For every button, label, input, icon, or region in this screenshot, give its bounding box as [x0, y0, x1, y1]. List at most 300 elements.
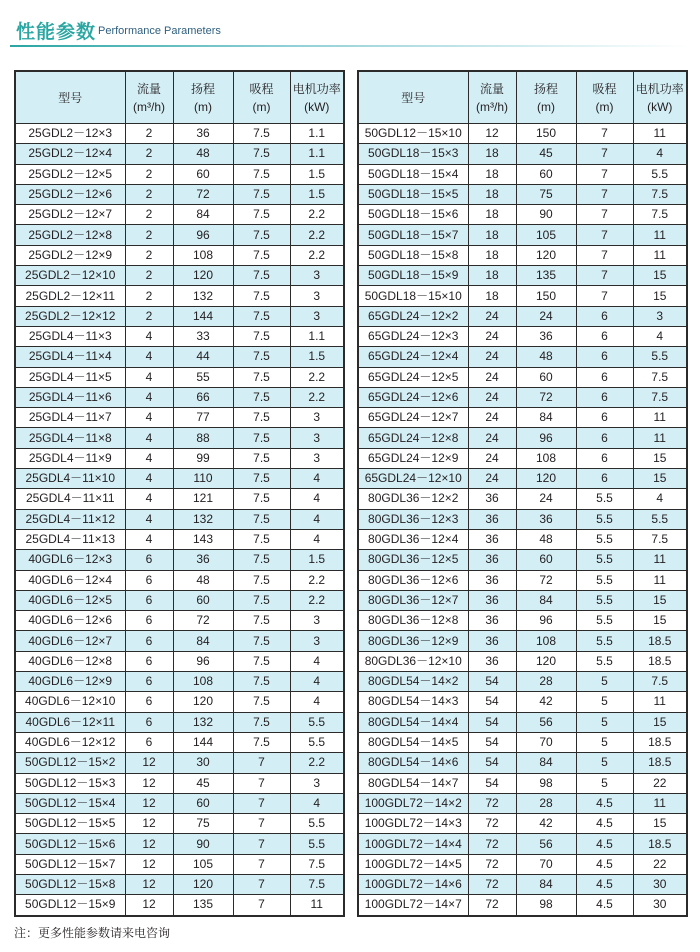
model-cell: 25GDL2－12×4: [15, 144, 125, 164]
model-cell: 25GDL4－11×4: [15, 347, 125, 367]
flow-cell: 4: [125, 448, 173, 468]
table-row: [15, 692, 344, 712]
suction-cell: 7.5: [233, 611, 290, 631]
flow-cell: 6: [125, 550, 173, 570]
flow-cell: 36: [468, 631, 516, 651]
flow-cell: 24: [468, 367, 516, 387]
section-subtitle: Performance Parameters: [98, 25, 221, 37]
footer-note: 注：更多性能参数请来电咨询: [14, 926, 171, 940]
table-row: [15, 245, 344, 265]
table-row: [358, 874, 687, 894]
suction-cell: 4.5: [576, 854, 633, 874]
table-row: [15, 306, 344, 326]
head-cell: 90: [516, 205, 576, 225]
table-row: [15, 631, 344, 651]
head-cell: 96: [516, 428, 576, 448]
head-cell: 120: [516, 245, 576, 265]
flow-cell: 18: [468, 144, 516, 164]
flow-cell: 18: [468, 245, 516, 265]
power-cell: 5.5: [633, 509, 687, 529]
suction-cell: 7.5: [233, 712, 290, 732]
table-row: [15, 550, 344, 570]
power-cell: 18.5: [633, 631, 687, 651]
model-cell: 100GDL72－14×7: [358, 895, 468, 916]
power-cell: 11: [633, 570, 687, 590]
table-row: [358, 793, 687, 813]
table-row: [15, 874, 344, 894]
flow-cell: 54: [468, 692, 516, 712]
head-cell: 72: [173, 611, 233, 631]
table-row: [358, 387, 687, 407]
power-cell: 4: [290, 793, 344, 813]
head-cell: 132: [173, 509, 233, 529]
table-row: [15, 651, 344, 671]
head-cell: 60: [173, 164, 233, 184]
suction-cell: 4.5: [576, 814, 633, 834]
suction-cell: 7.5: [233, 631, 290, 651]
model-cell: 50GDL18－15×10: [358, 286, 468, 306]
head-cell: 90: [173, 834, 233, 854]
power-cell: 15: [633, 611, 687, 631]
table-row: [15, 164, 344, 184]
flow-cell: 24: [468, 387, 516, 407]
col-power-header: 电机功率 (kW): [290, 71, 344, 124]
suction-cell: 7.5: [233, 144, 290, 164]
flow-cell: 36: [468, 509, 516, 529]
flow-cell: 2: [125, 144, 173, 164]
model-cell: 40GDL6－12×7: [15, 631, 125, 651]
model-cell: 80GDL54－14×3: [358, 692, 468, 712]
flow-cell: 24: [468, 408, 516, 428]
model-cell: 50GDL12－15×9: [15, 895, 125, 916]
flow-cell: 12: [125, 753, 173, 773]
model-cell: 80GDL54－14×4: [358, 712, 468, 732]
flow-cell: 54: [468, 712, 516, 732]
table-row: [15, 590, 344, 610]
table-row: [358, 266, 687, 286]
model-cell: 65GDL24－12×4: [358, 347, 468, 367]
suction-cell: 7.5: [233, 732, 290, 752]
power-cell: 7.5: [633, 205, 687, 225]
flow-cell: 6: [125, 712, 173, 732]
power-cell: 3: [290, 631, 344, 651]
head-cell: 96: [173, 651, 233, 671]
flow-cell: 72: [468, 895, 516, 916]
head-cell: 120: [173, 874, 233, 894]
model-cell: 25GDL4－11×11: [15, 489, 125, 509]
suction-cell: 7: [576, 266, 633, 286]
suction-cell: 5.5: [576, 529, 633, 549]
model-cell: 40GDL6－12×4: [15, 570, 125, 590]
model-cell: 80GDL36－12×2: [358, 489, 468, 509]
power-cell: 1.5: [290, 164, 344, 184]
power-cell: 11: [290, 895, 344, 916]
flow-cell: 12: [125, 793, 173, 813]
power-cell: 4: [290, 469, 344, 489]
model-cell: 40GDL6－12×6: [15, 611, 125, 631]
power-cell: 3: [290, 448, 344, 468]
model-cell: 25GDL4－11×12: [15, 509, 125, 529]
model-cell: 25GDL2－12×11: [15, 286, 125, 306]
model-cell: 25GDL4－11×5: [15, 367, 125, 387]
power-cell: 5.5: [633, 164, 687, 184]
table-row: [358, 245, 687, 265]
suction-cell: 5.5: [576, 651, 633, 671]
head-cell: 77: [173, 408, 233, 428]
col-suction-header: 吸程 (m): [233, 71, 290, 124]
suction-cell: 4.5: [576, 793, 633, 813]
suction-cell: 7.5: [233, 347, 290, 367]
suction-cell: 7.5: [233, 509, 290, 529]
flow-cell: 4: [125, 489, 173, 509]
head-cell: 60: [173, 590, 233, 610]
head-cell: 56: [516, 712, 576, 732]
head-cell: 88: [173, 428, 233, 448]
power-cell: 15: [633, 469, 687, 489]
table-row: [358, 570, 687, 590]
power-cell: 15: [633, 814, 687, 834]
flow-cell: 4: [125, 387, 173, 407]
performance-table-right: [357, 70, 688, 917]
model-cell: 65GDL24－12×2: [358, 306, 468, 326]
table-row: [358, 205, 687, 225]
power-cell: 5.5: [633, 347, 687, 367]
flow-cell: 36: [468, 611, 516, 631]
head-cell: 28: [516, 672, 576, 692]
head-cell: 24: [516, 306, 576, 326]
model-cell: 100GDL72－14×4: [358, 834, 468, 854]
table-row: [358, 306, 687, 326]
head-cell: 48: [173, 570, 233, 590]
power-cell: 7.5: [633, 672, 687, 692]
head-cell: 36: [516, 509, 576, 529]
power-cell: 15: [633, 448, 687, 468]
head-cell: 120: [516, 469, 576, 489]
head-cell: 96: [516, 611, 576, 631]
model-cell: 80GDL36－12×10: [358, 651, 468, 671]
model-cell: 100GDL72－14×6: [358, 874, 468, 894]
head-cell: 144: [173, 306, 233, 326]
model-cell: 50GDL12－15×10: [358, 124, 468, 144]
model-cell: 50GDL12－15×7: [15, 854, 125, 874]
suction-cell: 4.5: [576, 834, 633, 854]
power-cell: 15: [633, 590, 687, 610]
head-cell: 36: [173, 550, 233, 570]
power-cell: 5.5: [290, 834, 344, 854]
suction-cell: 5: [576, 692, 633, 712]
power-cell: 3: [290, 773, 344, 793]
flow-cell: 4: [125, 469, 173, 489]
power-cell: 7.5: [633, 184, 687, 204]
suction-cell: 5: [576, 712, 633, 732]
power-cell: 11: [633, 225, 687, 245]
flow-cell: 72: [468, 854, 516, 874]
table-header-row: [358, 71, 687, 124]
table-row: [358, 712, 687, 732]
suction-cell: 5.5: [576, 570, 633, 590]
table-row: [358, 428, 687, 448]
suction-cell: 4.5: [576, 895, 633, 916]
head-cell: 60: [516, 367, 576, 387]
power-cell: 7.5: [633, 367, 687, 387]
table-row: [358, 854, 687, 874]
model-cell: 25GDL4－11×9: [15, 448, 125, 468]
suction-cell: 7.5: [233, 469, 290, 489]
power-cell: 22: [633, 854, 687, 874]
head-cell: 75: [516, 184, 576, 204]
model-cell: 50GDL12－15×8: [15, 874, 125, 894]
head-cell: 110: [173, 469, 233, 489]
suction-cell: 5: [576, 773, 633, 793]
suction-cell: 6: [576, 387, 633, 407]
suction-cell: 7: [233, 773, 290, 793]
flow-cell: 72: [468, 814, 516, 834]
suction-cell: 7: [576, 245, 633, 265]
table-row: [358, 124, 687, 144]
head-cell: 72: [516, 387, 576, 407]
model-cell: 50GDL18－15×6: [358, 205, 468, 225]
flow-cell: 36: [468, 590, 516, 610]
table-row: [15, 286, 344, 306]
table-row: [15, 611, 344, 631]
col-flow-header: 流量 (m³/h): [468, 71, 516, 124]
flow-cell: 2: [125, 306, 173, 326]
table-row: [358, 408, 687, 428]
header-divider: [10, 45, 690, 47]
model-cell: 40GDL6－12×8: [15, 651, 125, 671]
table-row: [358, 164, 687, 184]
power-cell: 22: [633, 773, 687, 793]
model-cell: 80GDL54－14×2: [358, 672, 468, 692]
table-row: [15, 895, 344, 916]
model-cell: 40GDL6－12×10: [15, 692, 125, 712]
table-row: [358, 489, 687, 509]
col-head-header: 扬程 (m): [173, 71, 233, 124]
table-row: [358, 692, 687, 712]
model-cell: 25GDL2－12×6: [15, 184, 125, 204]
head-cell: 60: [516, 164, 576, 184]
suction-cell: 7: [233, 814, 290, 834]
flow-cell: 18: [468, 205, 516, 225]
power-cell: 11: [633, 428, 687, 448]
head-cell: 150: [516, 286, 576, 306]
power-cell: 1.5: [290, 347, 344, 367]
table-row: [358, 326, 687, 346]
model-cell: 50GDL18－15×4: [358, 164, 468, 184]
suction-cell: 7.5: [233, 164, 290, 184]
suction-cell: 7.5: [233, 672, 290, 692]
performance-table-left: [14, 70, 345, 917]
table-row: [358, 631, 687, 651]
power-cell: 3: [290, 306, 344, 326]
head-cell: 105: [516, 225, 576, 245]
table-row: [358, 367, 687, 387]
flow-cell: 72: [468, 793, 516, 813]
head-cell: 84: [516, 408, 576, 428]
head-cell: 108: [516, 448, 576, 468]
power-cell: 3: [633, 306, 687, 326]
model-cell: 65GDL24－12×6: [358, 387, 468, 407]
power-cell: 11: [633, 550, 687, 570]
flow-cell: 54: [468, 672, 516, 692]
table-row: [15, 124, 344, 144]
model-cell: 80GDL54－14×6: [358, 753, 468, 773]
suction-cell: 7: [233, 834, 290, 854]
flow-cell: 4: [125, 347, 173, 367]
table-row: [358, 590, 687, 610]
power-cell: 4: [290, 651, 344, 671]
power-cell: 2.2: [290, 367, 344, 387]
head-cell: 84: [516, 590, 576, 610]
power-cell: 15: [633, 712, 687, 732]
table-row: [358, 286, 687, 306]
head-cell: 98: [516, 773, 576, 793]
table-row: [15, 144, 344, 164]
power-cell: 4: [633, 489, 687, 509]
flow-cell: 24: [468, 347, 516, 367]
suction-cell: 7.5: [233, 387, 290, 407]
flow-cell: 4: [125, 428, 173, 448]
model-cell: 25GDL2－12×10: [15, 266, 125, 286]
suction-cell: 6: [576, 408, 633, 428]
flow-cell: 4: [125, 367, 173, 387]
head-cell: 121: [173, 489, 233, 509]
suction-cell: 7.5: [233, 286, 290, 306]
suction-cell: 7.5: [233, 124, 290, 144]
suction-cell: 5: [576, 732, 633, 752]
suction-cell: 7: [576, 164, 633, 184]
suction-cell: 6: [576, 428, 633, 448]
power-cell: 7.5: [633, 387, 687, 407]
power-cell: 15: [633, 266, 687, 286]
suction-cell: 6: [576, 347, 633, 367]
suction-cell: 4.5: [576, 874, 633, 894]
flow-cell: 72: [468, 834, 516, 854]
power-cell: 5.5: [290, 814, 344, 834]
power-cell: 2.2: [290, 570, 344, 590]
flow-cell: 18: [468, 286, 516, 306]
suction-cell: 7.5: [233, 306, 290, 326]
suction-cell: 7: [233, 854, 290, 874]
suction-cell: 7: [576, 225, 633, 245]
head-cell: 96: [173, 225, 233, 245]
flow-cell: 18: [468, 184, 516, 204]
flow-cell: 2: [125, 266, 173, 286]
model-cell: 50GDL18－15×7: [358, 225, 468, 245]
head-cell: 44: [173, 347, 233, 367]
model-cell: 25GDL2－12×5: [15, 164, 125, 184]
head-cell: 84: [516, 753, 576, 773]
suction-cell: 7: [576, 205, 633, 225]
model-cell: 65GDL24－12×7: [358, 408, 468, 428]
table-row: [15, 448, 344, 468]
head-cell: 48: [516, 529, 576, 549]
power-cell: 4: [290, 509, 344, 529]
power-cell: 7.5: [290, 854, 344, 874]
suction-cell: 7: [576, 124, 633, 144]
suction-cell: 7: [233, 895, 290, 916]
table-row: [358, 834, 687, 854]
power-cell: 4: [633, 144, 687, 164]
head-cell: 24: [516, 489, 576, 509]
table-row: [15, 205, 344, 225]
flow-cell: 6: [125, 692, 173, 712]
suction-cell: 7.5: [233, 651, 290, 671]
table-row: [15, 753, 344, 773]
power-cell: 2.2: [290, 225, 344, 245]
model-cell: 65GDL24－12×9: [358, 448, 468, 468]
flow-cell: 12: [125, 895, 173, 916]
power-cell: 1.1: [290, 326, 344, 346]
suction-cell: 7.5: [233, 692, 290, 712]
power-cell: 3: [290, 266, 344, 286]
flow-cell: 24: [468, 326, 516, 346]
head-cell: 75: [173, 814, 233, 834]
flow-cell: 24: [468, 306, 516, 326]
power-cell: 3: [290, 428, 344, 448]
suction-cell: 5: [576, 753, 633, 773]
flow-cell: 6: [125, 732, 173, 752]
suction-cell: 6: [576, 326, 633, 346]
model-cell: 80GDL36－12×7: [358, 590, 468, 610]
head-cell: 36: [173, 124, 233, 144]
col-model-header: 型号: [15, 71, 125, 124]
head-cell: 120: [173, 266, 233, 286]
flow-cell: 2: [125, 205, 173, 225]
suction-cell: 5: [576, 672, 633, 692]
head-cell: 60: [516, 550, 576, 570]
suction-cell: 7.5: [233, 529, 290, 549]
power-cell: 2.2: [290, 245, 344, 265]
head-cell: 98: [516, 895, 576, 916]
model-cell: 25GDL2－12×3: [15, 124, 125, 144]
suction-cell: 7.5: [233, 184, 290, 204]
model-cell: 50GDL18－15×8: [358, 245, 468, 265]
table-row: [15, 184, 344, 204]
suction-cell: 7: [233, 793, 290, 813]
head-cell: 28: [516, 793, 576, 813]
head-cell: 108: [173, 245, 233, 265]
model-cell: 50GDL18－15×9: [358, 266, 468, 286]
power-cell: 5.5: [290, 732, 344, 752]
head-cell: 48: [173, 144, 233, 164]
suction-cell: 5.5: [576, 611, 633, 631]
table-row: [358, 895, 687, 916]
suction-cell: 5.5: [576, 550, 633, 570]
suction-cell: 7: [576, 286, 633, 306]
power-cell: 11: [633, 245, 687, 265]
power-cell: 3: [290, 408, 344, 428]
flow-cell: 2: [125, 124, 173, 144]
power-cell: 1.1: [290, 144, 344, 164]
model-cell: 40GDL6－12×5: [15, 590, 125, 610]
flow-cell: 72: [468, 874, 516, 894]
suction-cell: 6: [576, 367, 633, 387]
power-cell: 18.5: [633, 651, 687, 671]
model-cell: 100GDL72－14×3: [358, 814, 468, 834]
flow-cell: 6: [125, 611, 173, 631]
head-cell: 84: [173, 205, 233, 225]
model-cell: 50GDL12－15×6: [15, 834, 125, 854]
suction-cell: 7.5: [233, 225, 290, 245]
model-cell: 25GDL4－11×13: [15, 529, 125, 549]
flow-cell: 12: [125, 814, 173, 834]
power-cell: 7.5: [633, 529, 687, 549]
col-suction-header: 吸程 (m): [576, 71, 633, 124]
flow-cell: 12: [125, 874, 173, 894]
model-cell: 25GDL4－11×10: [15, 469, 125, 489]
model-cell: 80GDL36－12×4: [358, 529, 468, 549]
